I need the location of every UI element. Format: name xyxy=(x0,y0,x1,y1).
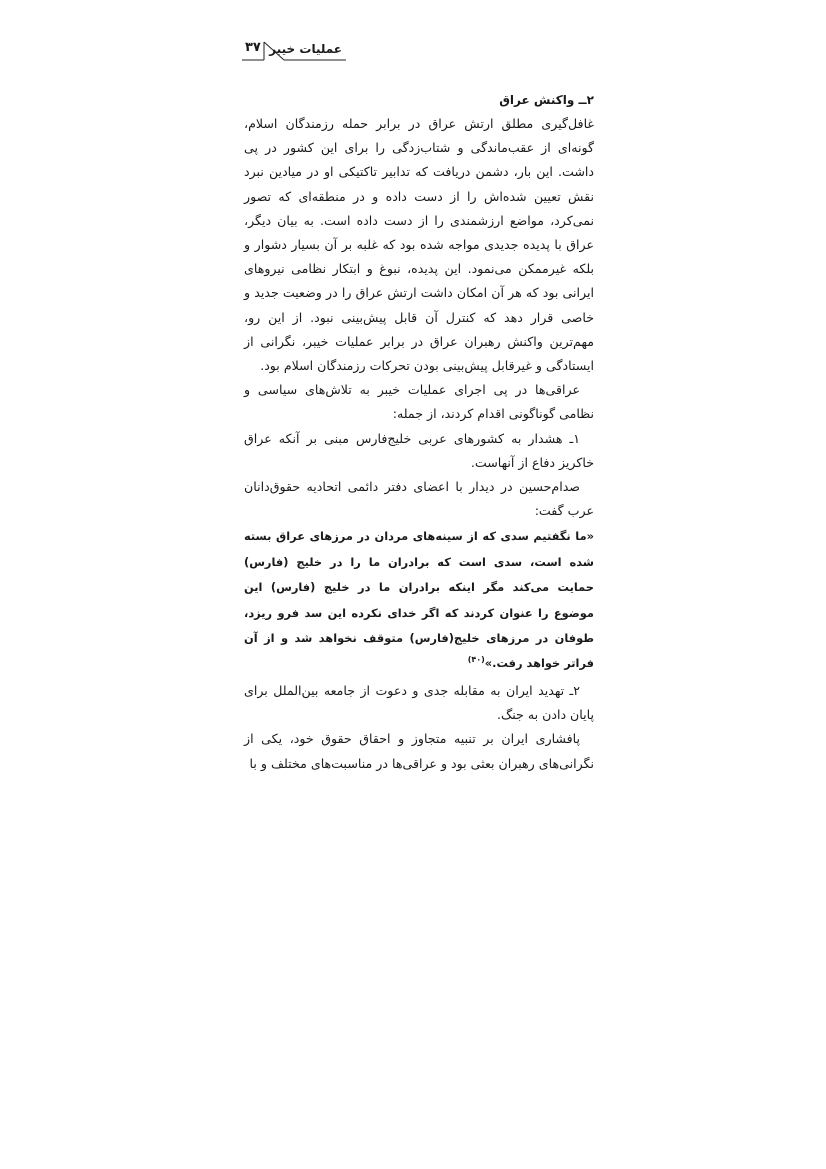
list-item-2: ۲ـ تهدید ایران به مقابله جدی و دعوت از جامعه بین‌الملل برای پایان دادن به جنگ. xyxy=(244,682,594,723)
page-number: ۳۷ xyxy=(245,40,261,55)
paragraph-1: غافل‌گیری مطلق ارتش عراق در برابر حمله رزمندگان اسلام، گونه‌ای از عقب‌ماندگی و شتاب‌زدگی را برای این کشور در پی داشت. این بار، دشمن دریافت که تدابیر تاکتیکی او در میادین نبرد نقش تعیین شده‌اش را از دست داده و در منطقه‌ای که تصور نمی‌کرد، مواضع ارزشمندی را از دست داده است. به بیان دیگر، عراق با پدیده جدیدی مواجه شده بود که غلبه بر آن بسیار دشوار و بلکه غیرممکن می‌نمود. این پدیده، نبوغ و ابتکار نظامی نیروهای ایرانی بود که هر آن امکان داشت ارتش عراق را در وضعیت جدید و خاصی قرار دهد که کنترل آن قابل پیش‌بینی نبود. از این رو، مهم‌ترین واکنش رهبران عراق در برابر عملیات خیبر، نگرانی از ایستادگی و غیرقابل پیش‌بینی بودن تحرکات رزمندگان اسلام بود. xyxy=(244,116,594,374)
paragraph-4: پافشاری ایران بر تنبیه متجاوز و احقاق حقوق خود، یکی از نگرانی‌های رهبران بعثی بود و عراقی‌ها در مناسبت‌های مختلف و با xyxy=(244,731,594,771)
paragraph-3: صدام‌حسین در دیدار با اعضای دفتر دائمی اتحادیه حقوق‌دانان عرب گفت: xyxy=(244,479,594,519)
section-heading: ۲ــ واکنش عراق xyxy=(499,93,594,107)
footnote-reference: (۴۰) xyxy=(467,655,485,665)
running-title: عملیات خیبر xyxy=(269,42,342,56)
running-header xyxy=(240,36,350,66)
quote-text: «ما نگفتیم سدی که از سینه‌های مردان در مرزهای عراق بسته شده است، سدی است که برادران ما را در خلیج (فارس) حمایت می‌کند مگر اینکه برادران ما در خلیج (فارس) این موضوع را عنوان کردند که اگر خدای نکرده این سد فرو ریزد، طوفان در مرزهای خلیج(فارس) متوقف نخواهد شد و از آن فراتر خواهد رفت.» xyxy=(244,529,594,671)
body-text xyxy=(244,88,594,776)
block-quote xyxy=(244,524,594,676)
list-item-1: ۱ـ هشدار به کشورهای عربی خلیج‌فارس مبنی بر آنکه عراق خاکریز دفاع از آنهاست. xyxy=(244,430,594,470)
paragraph-2: عراقی‌ها در پی اجرای عملیات خیبر به تلاش‌های سیاسی و نظامی گوناگونی اقدام کردند، از جمله: xyxy=(244,382,594,422)
